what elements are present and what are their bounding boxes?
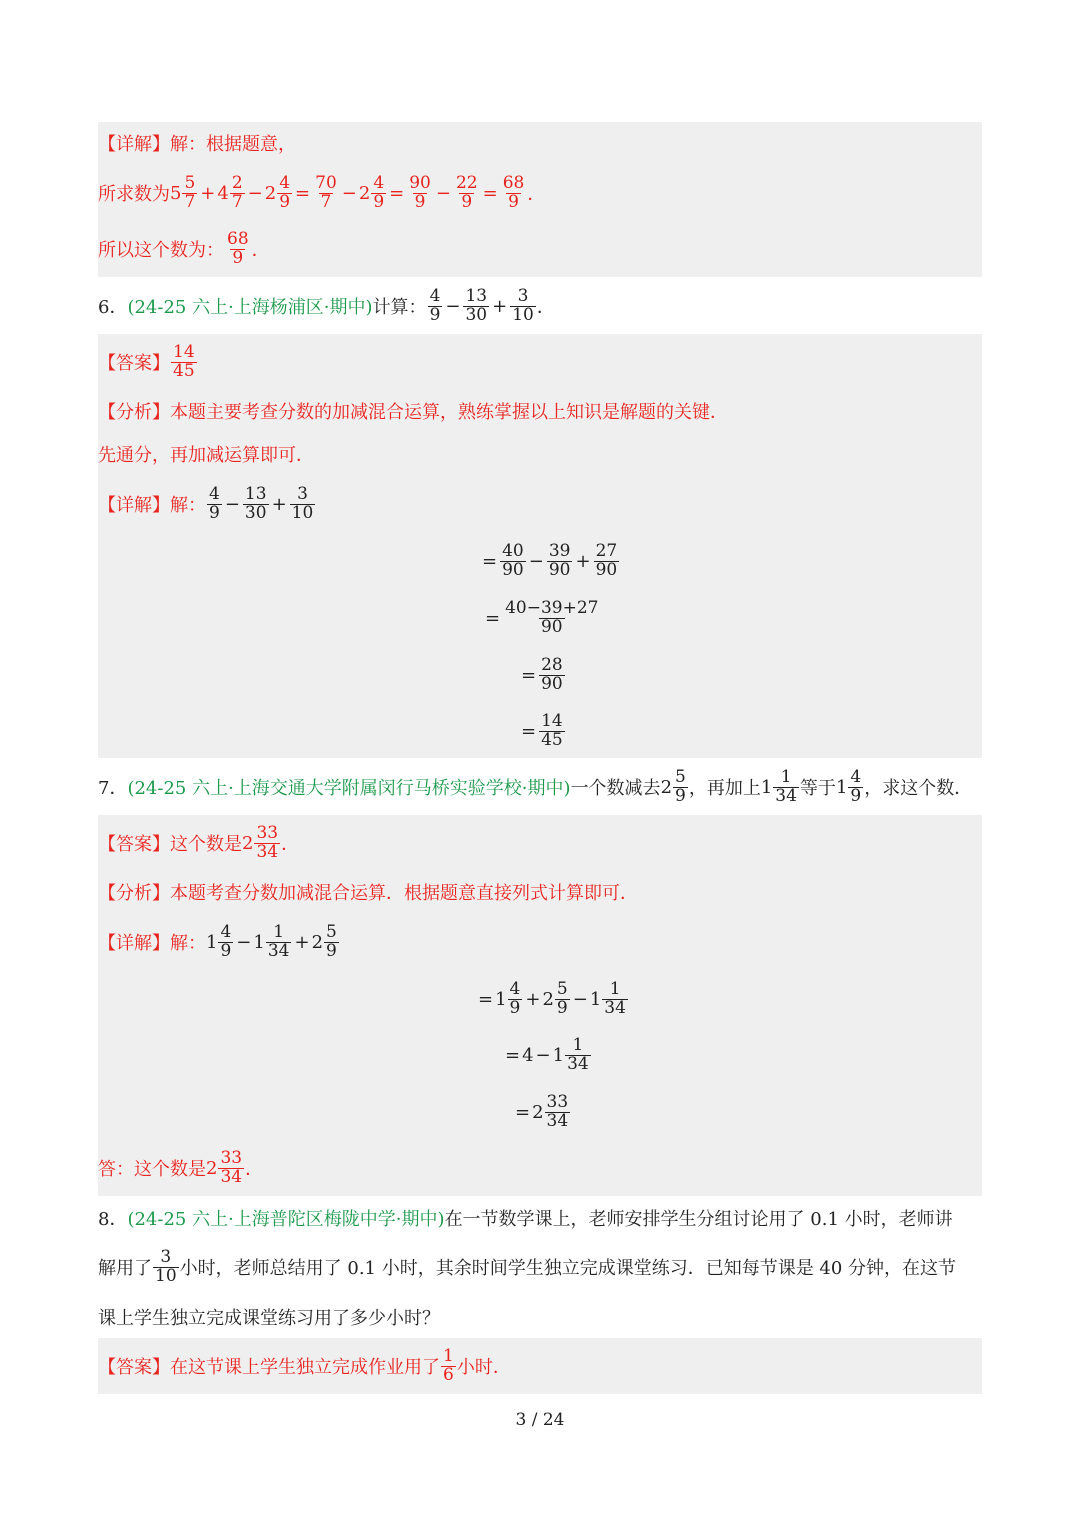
den: 90 [595, 559, 618, 580]
fraction [500, 540, 526, 580]
num: 22 [455, 172, 478, 193]
fraction [207, 483, 222, 523]
whole: 1 [589, 988, 602, 1010]
question-text: ，求这个数． [864, 778, 973, 799]
op: − [535, 1044, 551, 1066]
whole: 1 [760, 776, 773, 798]
den: 90 [540, 616, 563, 637]
step-6-1 [480, 531, 620, 591]
fraction [503, 597, 600, 637]
question-text: 解用了 [98, 1258, 152, 1279]
step-7-1 [476, 969, 629, 1029]
analysis-text: 本题考查分数加减混合运算．根据题意直接列式计算即可． [170, 883, 638, 904]
fraction [266, 921, 292, 961]
period: ． [536, 297, 555, 318]
fraction [441, 1345, 456, 1385]
op: = [485, 607, 501, 629]
fraction [565, 1034, 591, 1074]
whole: 2 [206, 1157, 218, 1179]
whole: 1 [495, 988, 507, 1010]
den: 34 [567, 1053, 589, 1074]
num: 27 [595, 540, 618, 561]
question-text: 小时，老师总结用了 0.1 小时，其余时间学生独立完成课堂练习．已知每节课是 40 分钟，在这节 [179, 1258, 957, 1279]
fraction [547, 540, 573, 580]
op: + [200, 182, 216, 204]
num: 4 [373, 172, 385, 193]
whole: 2 [532, 1101, 544, 1123]
detail-7 [98, 912, 340, 972]
den: 10 [155, 1265, 177, 1286]
op: − [435, 182, 451, 204]
num: 68 [227, 228, 249, 249]
question-source: (24-25 六上·上海杨浦区·期中) [127, 297, 373, 318]
whole: 2 [242, 832, 254, 854]
fraction [501, 172, 527, 212]
detail-5-line3 [98, 219, 270, 279]
fraction [153, 1246, 179, 1286]
detail-5-line2 [98, 163, 545, 223]
question-7 [98, 757, 972, 817]
fraction [848, 766, 863, 806]
num: 4 [220, 921, 232, 942]
den: 9 [220, 940, 232, 961]
text: 所求数为 [98, 184, 170, 205]
fraction [508, 978, 523, 1018]
den: 9 [509, 997, 521, 1018]
detail-text: 解：根据题意， [170, 134, 296, 155]
num: 13 [465, 285, 488, 306]
op: = [482, 550, 498, 572]
whole: 2 [660, 776, 673, 798]
fraction [773, 766, 799, 806]
fraction [254, 822, 280, 862]
op: − [528, 550, 544, 572]
num: 5 [184, 172, 196, 193]
answer-tag: 【答案】 [98, 353, 170, 374]
whole: 2 [542, 988, 554, 1010]
fraction [602, 978, 628, 1018]
num: 3 [297, 483, 308, 504]
question-number: 8． [98, 1209, 128, 1230]
op: − [445, 295, 461, 317]
answer-tag: 【答案】 [98, 834, 170, 855]
fraction [225, 228, 251, 268]
num: 40−39+27 [505, 597, 599, 618]
den: 9 [326, 940, 337, 961]
den: 34 [220, 1166, 243, 1187]
num: 3 [517, 285, 529, 306]
num: 5 [556, 978, 568, 999]
period: ． [245, 1159, 264, 1180]
num: 4 [429, 285, 441, 306]
fraction [371, 172, 386, 212]
den: 10 [512, 304, 534, 325]
num: 40 [502, 540, 524, 561]
op: = [482, 182, 498, 204]
op: + [294, 931, 310, 953]
den: 34 [267, 940, 290, 961]
den: 9 [556, 997, 568, 1018]
den: 9 [232, 247, 244, 268]
fraction [428, 285, 443, 325]
op: = [521, 664, 537, 686]
fraction [510, 285, 536, 325]
whole: 1 [835, 776, 848, 798]
den: 34 [775, 785, 797, 806]
num: 33 [220, 1147, 243, 1168]
whole: 2 [264, 182, 277, 204]
den: 9 [279, 191, 291, 212]
num: 4 [279, 172, 291, 193]
num: 33 [546, 1091, 569, 1112]
num: 4 [850, 766, 862, 787]
step-6-4 [519, 701, 566, 761]
num: 5 [326, 921, 337, 942]
den: 7 [231, 191, 243, 212]
op: = [478, 988, 494, 1010]
question-source: (24-25 六上·上海交通大学附属闵行马桥实验学校·期中) [127, 778, 571, 799]
num: 1 [273, 921, 285, 942]
step-7-3 [513, 1082, 571, 1142]
num: 70 [315, 172, 337, 193]
answer-8 [98, 1336, 511, 1396]
fraction [463, 285, 489, 325]
question-text: 计算： [372, 297, 427, 318]
num: 90 [409, 172, 431, 193]
num: 4 [509, 978, 521, 999]
num: 33 [256, 822, 279, 843]
num: 28 [541, 654, 563, 675]
whole: 1 [253, 931, 265, 953]
num: 14 [173, 341, 195, 362]
op: + [525, 988, 541, 1010]
op: + [575, 550, 591, 572]
den: 45 [173, 360, 195, 381]
den: 9 [675, 785, 686, 806]
den: 45 [541, 729, 563, 750]
question-number: 7． [98, 778, 128, 799]
den: 7 [320, 191, 332, 212]
period: ． [527, 184, 546, 205]
whole: 4 [522, 1044, 534, 1066]
step-7-2 [503, 1025, 592, 1085]
text: 所以这个数为： [98, 240, 224, 261]
fraction [324, 921, 339, 961]
den: 9 [429, 304, 441, 325]
fraction [230, 172, 245, 212]
num: 3 [160, 1246, 172, 1267]
fraction [290, 483, 316, 523]
fraction [218, 921, 233, 961]
question-text: 等于 [799, 778, 836, 799]
fraction [539, 710, 565, 750]
fraction [171, 341, 197, 381]
fraction [545, 1091, 571, 1131]
den: 9 [209, 502, 220, 523]
op: + [271, 493, 287, 515]
den: 7 [184, 191, 196, 212]
op: − [224, 493, 240, 515]
fraction [277, 172, 292, 212]
fraction [313, 172, 339, 212]
step-6-3 [519, 645, 566, 705]
op: − [341, 182, 357, 204]
den: 90 [541, 673, 563, 694]
den: 34 [546, 1110, 569, 1131]
whole: 2 [311, 931, 324, 953]
fraction [243, 483, 269, 523]
detail-6 [98, 474, 316, 534]
den: 9 [414, 191, 426, 212]
den: 9 [850, 785, 862, 806]
op: = [521, 720, 537, 742]
op: = [389, 182, 405, 204]
question-text: ，再加上 [688, 778, 761, 799]
op: = [505, 1044, 521, 1066]
whole: 5 [170, 182, 182, 204]
analysis-tag: 【分析】 [98, 402, 170, 423]
fraction [594, 540, 620, 580]
op: − [572, 988, 588, 1010]
num: 4 [209, 483, 220, 504]
den: 90 [548, 559, 571, 580]
detail-tag: 【详解】 [98, 495, 170, 516]
page-number: 3 / 24 [515, 1410, 565, 1430]
fraction [218, 1147, 244, 1187]
den: 30 [465, 304, 488, 325]
num: 1 [609, 978, 621, 999]
num: 1 [780, 766, 792, 787]
question-text: 课上学生独立完成课堂练习用了多少小时？ [98, 1308, 440, 1329]
detail-text: 解： [170, 495, 206, 516]
op: − [236, 931, 252, 953]
op: − [247, 182, 263, 204]
den: 34 [604, 997, 626, 1018]
fraction [407, 172, 433, 212]
question-text: 在一节数学课上，老师安排学生分组讨论用了 0.1 小时，老师讲 [444, 1209, 953, 1230]
answer-text: 小时． [456, 1357, 511, 1378]
analysis-text: 本题主要考查分数的加减混合运算，熟练掌握以上知识是解题的关键． [170, 402, 728, 423]
period: ． [281, 834, 300, 855]
question-text: 一个数减去 [570, 778, 661, 799]
num: 14 [541, 710, 563, 731]
num: 68 [502, 172, 525, 193]
num: 13 [244, 483, 267, 504]
whole: 4 [217, 182, 229, 204]
op: + [492, 295, 508, 317]
den: 90 [502, 559, 524, 580]
detail-text: 解： [170, 933, 206, 954]
question-6 [98, 276, 555, 336]
fraction [555, 978, 570, 1018]
den: 9 [373, 191, 385, 212]
answer-text: 在这节课上学生独立完成作业用了 [170, 1357, 440, 1378]
fraction [454, 172, 480, 212]
question-source: (24-25 六上·上海普陀区梅陇中学·期中) [127, 1209, 445, 1230]
answer-text: 这个数是 [170, 834, 242, 855]
final-text: 答：这个数是 [98, 1159, 206, 1180]
fraction [539, 654, 565, 694]
analysis-text: 先通分，再加减运算即可． [98, 445, 314, 466]
whole: 2 [358, 182, 371, 204]
num: 39 [548, 540, 571, 561]
fraction [182, 172, 197, 212]
num: 2 [231, 172, 243, 193]
num: 1 [572, 1034, 584, 1055]
den: 34 [256, 841, 279, 862]
num: 1 [443, 1345, 454, 1366]
op: = [515, 1101, 531, 1123]
den: 9 [461, 191, 473, 212]
whole: 1 [552, 1044, 565, 1066]
op: = [295, 182, 311, 204]
den: 30 [244, 502, 267, 523]
step-6-2 [483, 588, 601, 648]
num: 5 [675, 766, 686, 787]
detail-tag: 【详解】 [98, 134, 170, 155]
answer-tag: 【答案】 [98, 1357, 170, 1378]
whole: 1 [206, 931, 218, 953]
fraction [673, 766, 688, 806]
analysis-tag: 【分析】 [98, 883, 170, 904]
question-number: 6． [98, 297, 128, 318]
detail-tag: 【详解】 [98, 933, 170, 954]
period: ． [251, 240, 270, 261]
den: 9 [508, 191, 519, 212]
den: 10 [291, 502, 314, 523]
den: 6 [443, 1364, 454, 1385]
